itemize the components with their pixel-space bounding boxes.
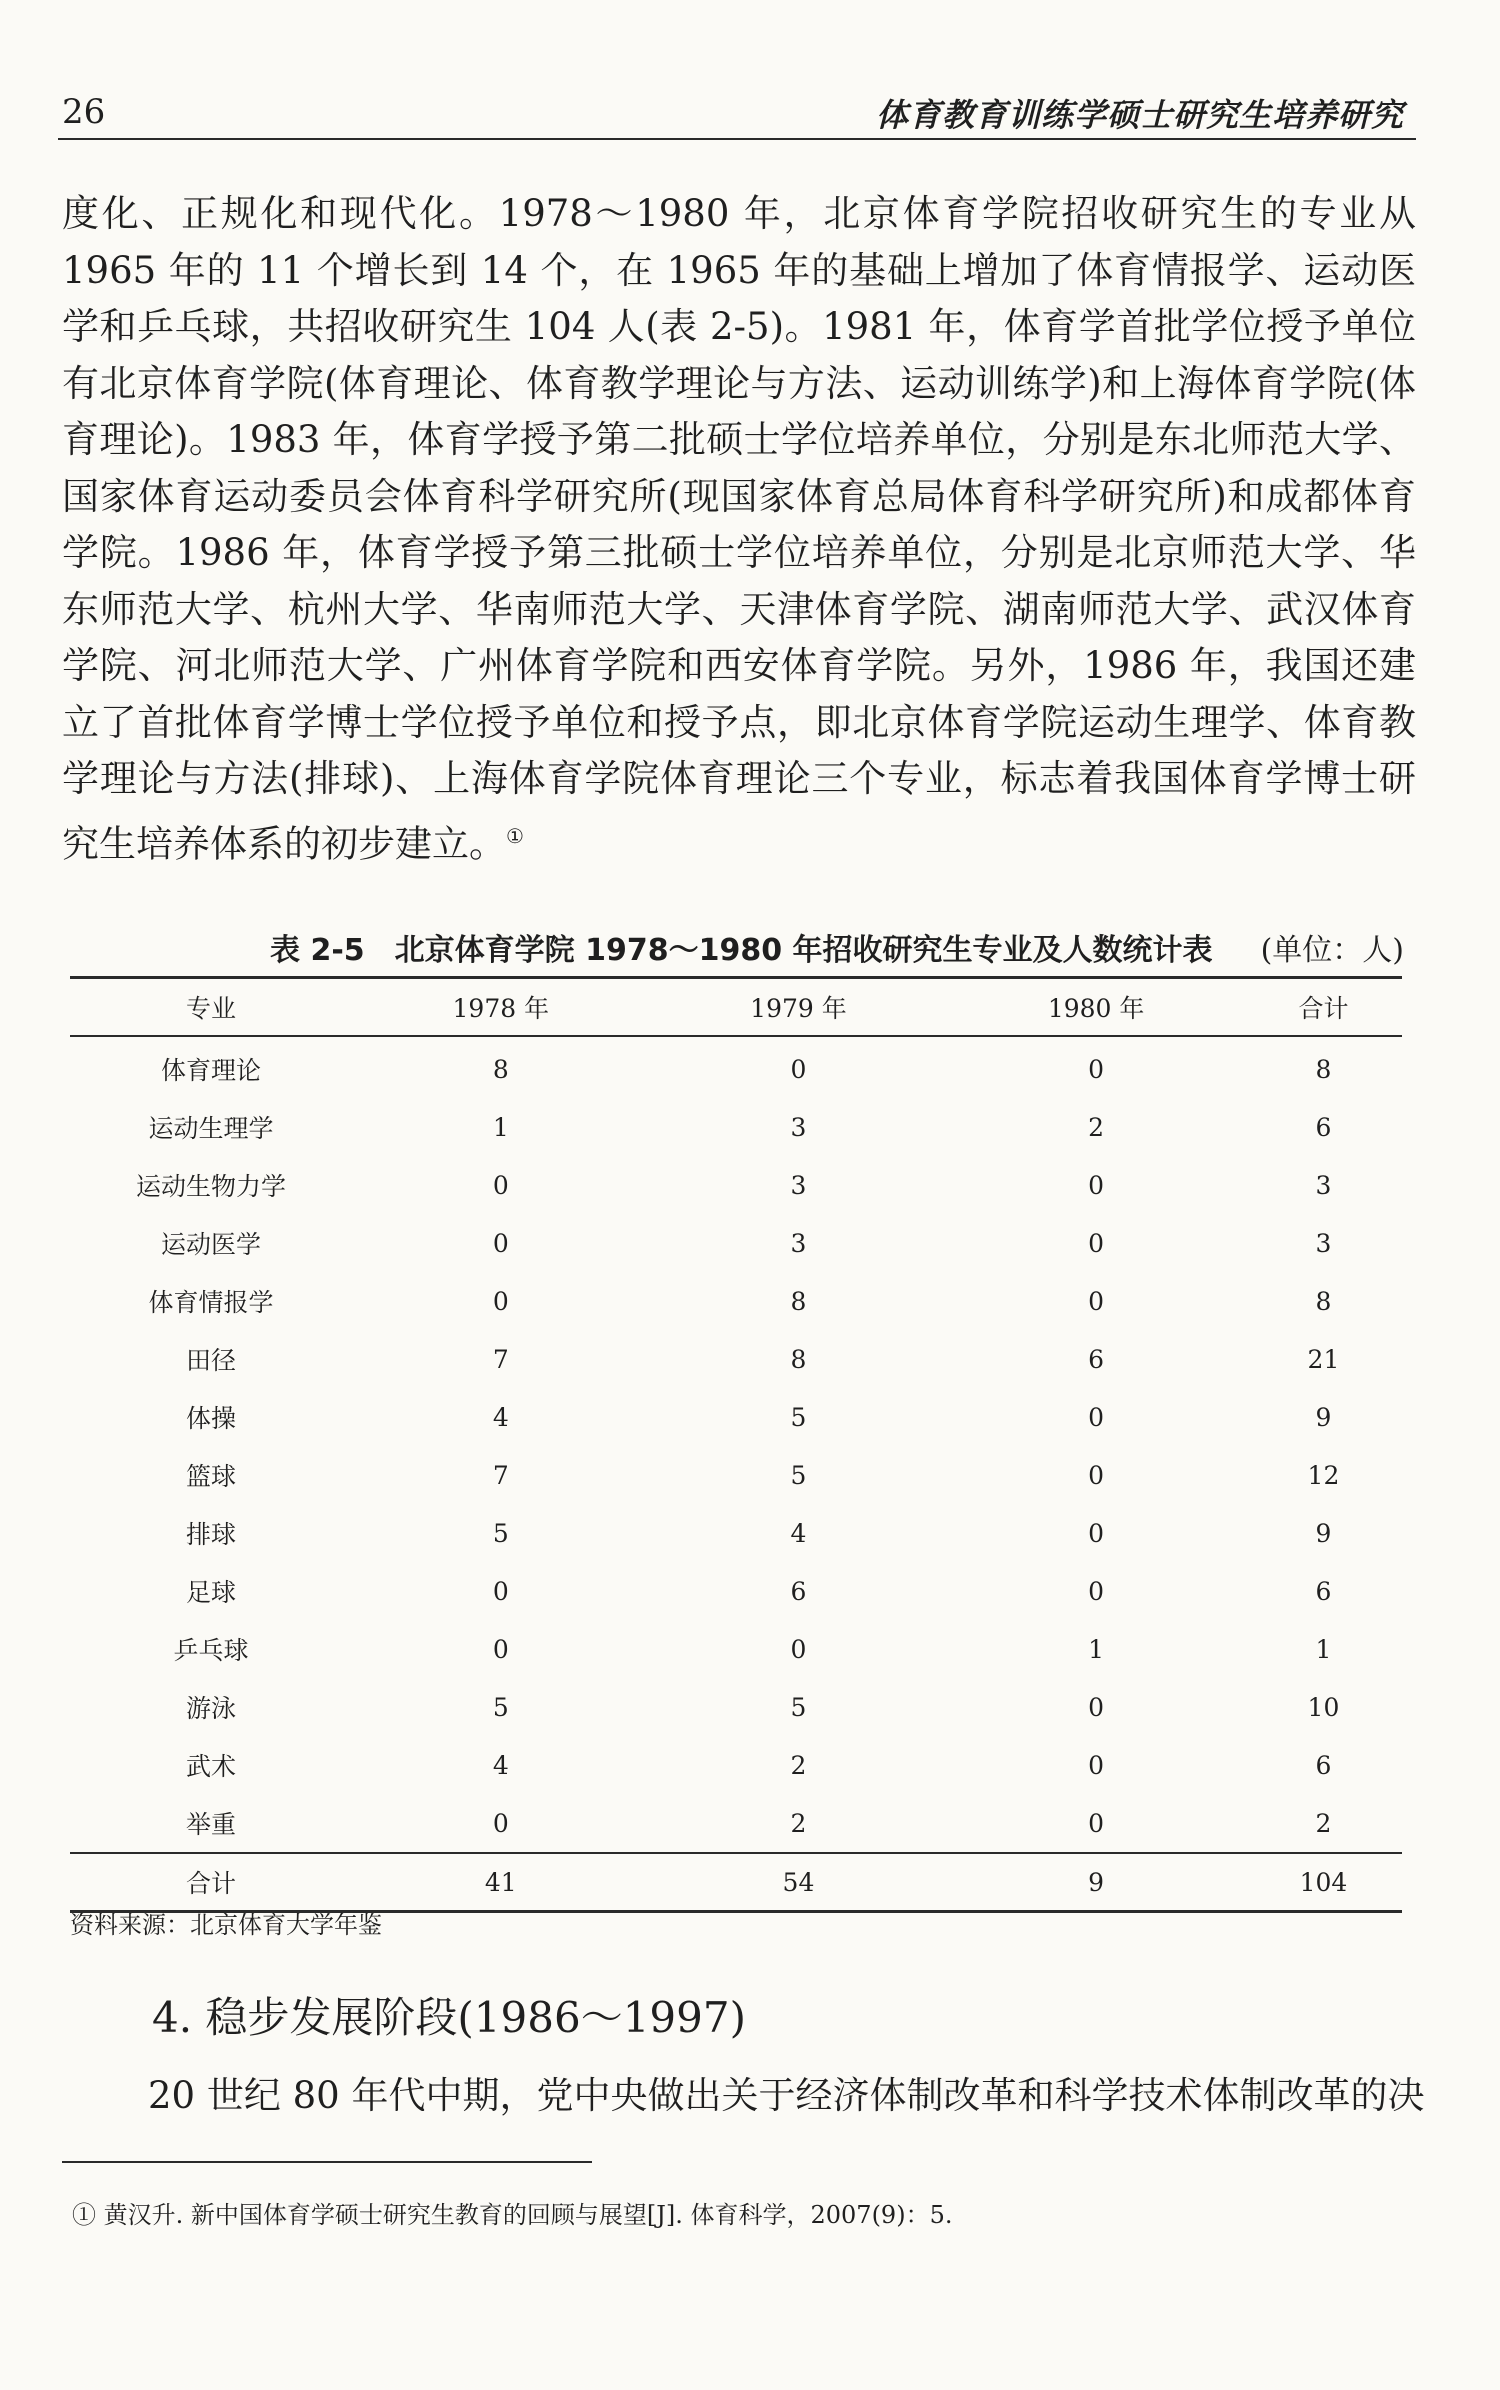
count-cell: 0 [1088, 1750, 1105, 1780]
total-cell: 合计 [70, 1853, 352, 1912]
count-cell: 8 [790, 1286, 807, 1316]
count-cell: 5 [492, 1518, 509, 1548]
count-cell: 5 [492, 1692, 509, 1722]
enrollment-table [70, 976, 1402, 1913]
major-cell: 举重 [185, 1810, 236, 1839]
count-cell: 0 [492, 1634, 509, 1664]
count-cell: 6 [1315, 1750, 1332, 1780]
total-cell: 54 [650, 1853, 948, 1912]
table-total-row [70, 1853, 1402, 1912]
header-cell: 1979 年 [650, 978, 948, 1037]
count-cell: 0 [790, 1054, 807, 1084]
header-cell: 1980 年 [947, 978, 1245, 1037]
major-cell: 运动生物力学 [135, 1172, 286, 1201]
count-cell: 6 [1315, 1112, 1332, 1142]
paragraph-text: 度化、正规化和现代化。1978～1980 年，北京体育学院招收研究生的专业从 1965 年的 11 个增长到 14 个，在 1965 年的基础上增加了体育情报学、运动医学和乒乓球，共招收研究生 104 人(表 2-5)。1981 年，体育学首批学位授予单位有北京体育学院(体育理论、体育教学理论与方法、运动训练学)和上海体育学院(体育理论)。1983 年，体育学授予第二批硕士学位培养单位，分别是东北师范大学、国家体育运动委员会体育科学研究所(现国家体育总局体育科学研究所)和成都体育学院。1986 年，体育学授予第三批硕士学位培养单位，分别是北京师范大学、华东师范大学、杭州大学、华南师范大学、天津体育学院、湖南师范大学、武汉体育学院、河北师范大学、广州体育学院和西安体育学院。另外，1986 年，我国还建立了首批体育学博士学位授予单位和授予点，即北京体育学院运动生理学、体育教学理论与方法(排球)、上海体育学院体育理论三个专业，标志着我国体育学博士研究生培养体系的初步建立。 [62, 192, 1416, 865]
major-cell: 运动生理学 [148, 1114, 274, 1143]
major-cell: 体育情报学 [148, 1288, 274, 1317]
table-source: 资料来源：北京体育大学年鉴 [70, 1911, 382, 1939]
count-cell: 0 [1088, 1228, 1105, 1258]
header-cell: 合计 [1245, 978, 1402, 1037]
count-cell: 8 [1315, 1286, 1332, 1316]
table-body [70, 1036, 1402, 1853]
header-rule [58, 138, 1416, 140]
table-row [70, 1214, 1402, 1272]
table-row [70, 1620, 1402, 1678]
count-cell: 2 [1088, 1112, 1105, 1142]
count-cell: 4 [790, 1518, 807, 1548]
count-cell: 1 [492, 1112, 509, 1142]
count-cell: 7 [492, 1460, 509, 1490]
major-cell: 排球 [185, 1520, 236, 1549]
table-row [70, 1156, 1402, 1214]
header-cell: 专业 [70, 978, 352, 1037]
count-cell: 0 [1088, 1286, 1105, 1316]
count-cell: 0 [1088, 1170, 1105, 1200]
count-cell: 2 [1315, 1808, 1332, 1838]
count-cell: 6 [790, 1576, 807, 1606]
count-cell: 8 [790, 1344, 807, 1374]
count-cell: 2 [790, 1750, 807, 1780]
count-cell: 3 [790, 1112, 807, 1142]
count-cell: 0 [1088, 1054, 1105, 1084]
count-cell: 0 [492, 1170, 509, 1200]
table-row [70, 1036, 1402, 1098]
count-cell: 9 [1315, 1518, 1332, 1548]
major-cell: 篮球 [185, 1462, 236, 1491]
table-row [70, 1330, 1402, 1388]
count-cell: 0 [492, 1576, 509, 1606]
footnote: ① 黄汉升. 新中国体育学硕士研究生教育的回顾与展望[J]. 体育科学，2007(9)：5. [72, 2201, 953, 2229]
count-cell: 1 [1315, 1634, 1332, 1664]
count-cell: 21 [1307, 1344, 1340, 1374]
count-cell: 0 [492, 1286, 509, 1316]
header-cell: 1978 年 [352, 978, 650, 1037]
count-cell: 4 [492, 1750, 509, 1780]
major-cell: 体操 [185, 1404, 236, 1433]
count-cell: 3 [790, 1228, 807, 1258]
major-cell: 游泳 [185, 1694, 236, 1723]
table-row [70, 1098, 1402, 1156]
count-cell: 9 [1315, 1402, 1332, 1432]
count-cell: 7 [492, 1344, 509, 1374]
total-cell: 41 [352, 1853, 650, 1912]
footnote-rule [62, 2161, 592, 2163]
table-row [70, 1678, 1402, 1736]
table-row [70, 1446, 1402, 1504]
count-cell: 3 [1315, 1228, 1332, 1258]
count-cell: 2 [790, 1808, 807, 1838]
major-cell: 运动医学 [160, 1230, 261, 1259]
count-cell: 6 [1315, 1576, 1332, 1606]
major-cell: 田径 [185, 1346, 236, 1375]
running-title: 体育教育训练学硕士研究生培养研究 [875, 96, 1404, 134]
count-cell: 0 [1088, 1576, 1105, 1606]
count-cell: 0 [1088, 1460, 1105, 1490]
count-cell: 0 [1088, 1518, 1105, 1548]
count-cell: 3 [1315, 1170, 1332, 1200]
footnote-marker[interactable]: ① [506, 823, 524, 848]
count-cell: 8 [1315, 1054, 1332, 1084]
count-cell: 0 [1088, 1808, 1105, 1838]
count-cell: 12 [1307, 1460, 1340, 1490]
table-row [70, 1504, 1402, 1562]
major-cell: 体育理论 [160, 1056, 261, 1085]
table-row [70, 1388, 1402, 1446]
total-cell: 9 [947, 1853, 1245, 1912]
count-cell: 3 [790, 1170, 807, 1200]
count-cell: 0 [492, 1228, 509, 1258]
count-cell: 0 [790, 1634, 807, 1664]
count-cell: 5 [790, 1460, 807, 1490]
count-cell: 6 [1088, 1344, 1105, 1374]
table-caption: 表 2-5 北京体育学院 1978～1980 年招收研究生专业及人数统计表 [270, 933, 1213, 968]
table-row [70, 1562, 1402, 1620]
count-cell: 0 [492, 1808, 509, 1838]
section-heading: 4. 稳步发展阶段(1986～1997) [152, 1993, 746, 2042]
table-header-row [70, 978, 1402, 1037]
continuation-paragraph: 20 世纪 80 年代中期，党中央做出关于经济体制改革和科学技术体制改革的决 [148, 2074, 1425, 2117]
count-cell: 5 [790, 1692, 807, 1722]
total-cell: 104 [1245, 1853, 1402, 1912]
count-cell: 10 [1307, 1692, 1340, 1722]
table-row [70, 1794, 1402, 1853]
count-cell: 1 [1088, 1634, 1105, 1664]
count-cell: 0 [1088, 1692, 1105, 1722]
table-row [70, 1272, 1402, 1330]
table-row [70, 1736, 1402, 1794]
major-cell: 足球 [185, 1578, 236, 1607]
count-cell: 8 [492, 1054, 509, 1084]
major-cell: 乒乓球 [173, 1636, 249, 1665]
count-cell: 5 [790, 1402, 807, 1432]
count-cell: 0 [1088, 1402, 1105, 1432]
table-unit: (单位：人) [1260, 933, 1404, 968]
count-cell: 4 [492, 1402, 509, 1432]
major-cell: 武术 [185, 1752, 236, 1781]
body-paragraph [62, 186, 1416, 872]
page-number: 26 [62, 92, 106, 132]
